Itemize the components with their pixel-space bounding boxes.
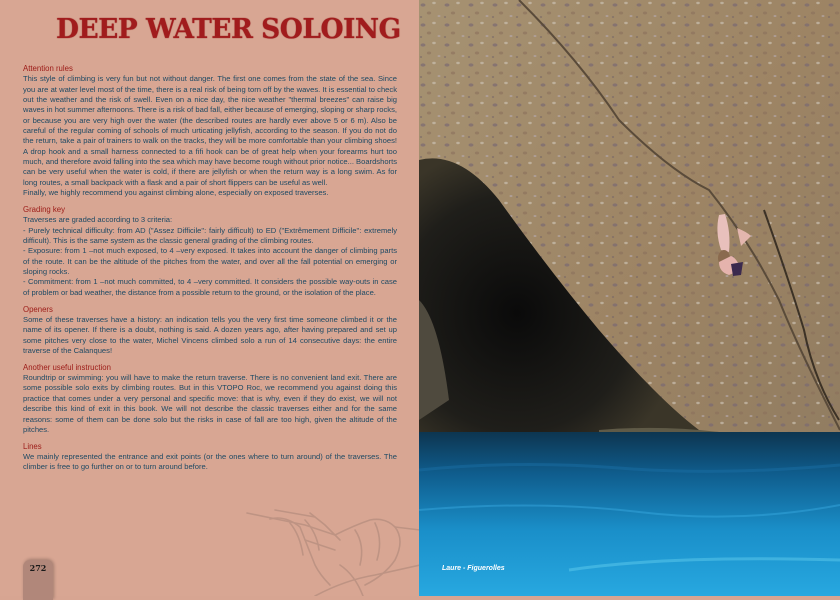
section-grading-key [23, 205, 397, 298]
section-attention-rules [23, 64, 397, 198]
paragraph: This style of climbing is very fun but not without danger. The first one comes from the state of the sea. Since you are at water level most of the time, there is a real risk of being torn off by the waves. It is essential to check out the weather and the risk of swell. Even on a nice day, the nice weather "thermal breezes" can raise big waves in hot summer afternoons. There is a risk of bad fall, either because of emerging, sloping or sharp rocks, or because you are very high over the water (the described routes are hardly ever above 5 or 6 m). Also be careful of the regular coming of schools of much urticating jellyfish, according to the season. If you do not do the return, take a pair of trainers to walk on the tracks, they will be more comfortable than your climbing shoes! A drop hook and a small harness connected to a fifi hook can be of great help when your forearms hurt too much, and therefore avoid falling into the sea which may have become rough without prior notice... Boardshorts can be very useful when the water is cold, if there are jellyfish or when the return way is a long swim. As for long routes, a small backpack with a flask and a pair of short flippers can be useful as well. [23, 74, 397, 187]
page-number: 272 [29, 563, 47, 573]
paragraph: We mainly represented the entrance and exit points (or the ones where to turn around) of the traverses. The climber is free to go further on or to turn around before. [23, 452, 397, 472]
section-heading: Attention rules [23, 64, 73, 73]
page-number-tab [23, 560, 53, 600]
photo-caption: Laure - Figuerolles [442, 565, 505, 572]
text-content [23, 64, 397, 479]
section-another-instruction [23, 363, 397, 435]
page-title: DEEP WATER SOLOING [56, 14, 401, 45]
hands-sketch-icon [245, 505, 420, 596]
left-page [0, 0, 419, 596]
paragraph: Finally, we highly recommend you against climbing alone, especially on exposed traverses. [23, 188, 329, 198]
paragraph: - Commitment: from 1 –not much committed, to 4 –very committed. It considers the possible way-outs in case of problem or bad weather, the distance from a possible return to the ground, or the isolation of the place. [23, 277, 397, 297]
section-heading: Openers [23, 304, 53, 314]
section-openers [23, 305, 397, 357]
paragraph: Roundtrip or swimming: you will have to make the return traverse. There is no convenient land exit. There are some possible solo exits by climbing routes. But in this VTOPO Roc, we recommend you against doing this practice that comes under a very personal and specific move: that is why, even if they do exist, we will not describe this kind of exit in this book. We will not describe the classic traverses either and for the same reasons: some of them can be done solo but the risks in case of fall are too high, given the altitude of the pitches. [23, 373, 397, 434]
section-heading: Another useful instruction [23, 362, 111, 372]
paragraph: Some of these traverses have a history: an indication tells you the very first time someone climbed it or the name of its opener. If there is a doubt, nothing is said. A dozen years ago, after having prepared and set up some pitches very close to the water, Michel Vincens climbed solo a run of 14 consecutive days: the entire traverse of the Calanques! [23, 314, 397, 355]
paragraph: Traverses are graded according to 3 criteria: [23, 215, 173, 225]
photo-illustration [419, 0, 840, 596]
section-heading: Lines [23, 441, 42, 451]
section-heading: Grading key [23, 204, 66, 214]
paragraph: - Exposure: from 1 –not much exposed, to 4 –very exposed. It takes into account the danger of climbing parts of the route. It can be the altitude of the pitches from the water, and over all the fall potential on emerging or sloping rocks. [23, 246, 397, 277]
climbing-photo [419, 0, 840, 596]
paragraph: - Purely technical difficulty: from AD ("Assez Difficile": fairly difficult) to ED ("Extrêmement Difficile": extremely difficult). This is the same system as the classic general grading of the climbing routes. [23, 225, 397, 245]
section-lines [23, 442, 397, 473]
